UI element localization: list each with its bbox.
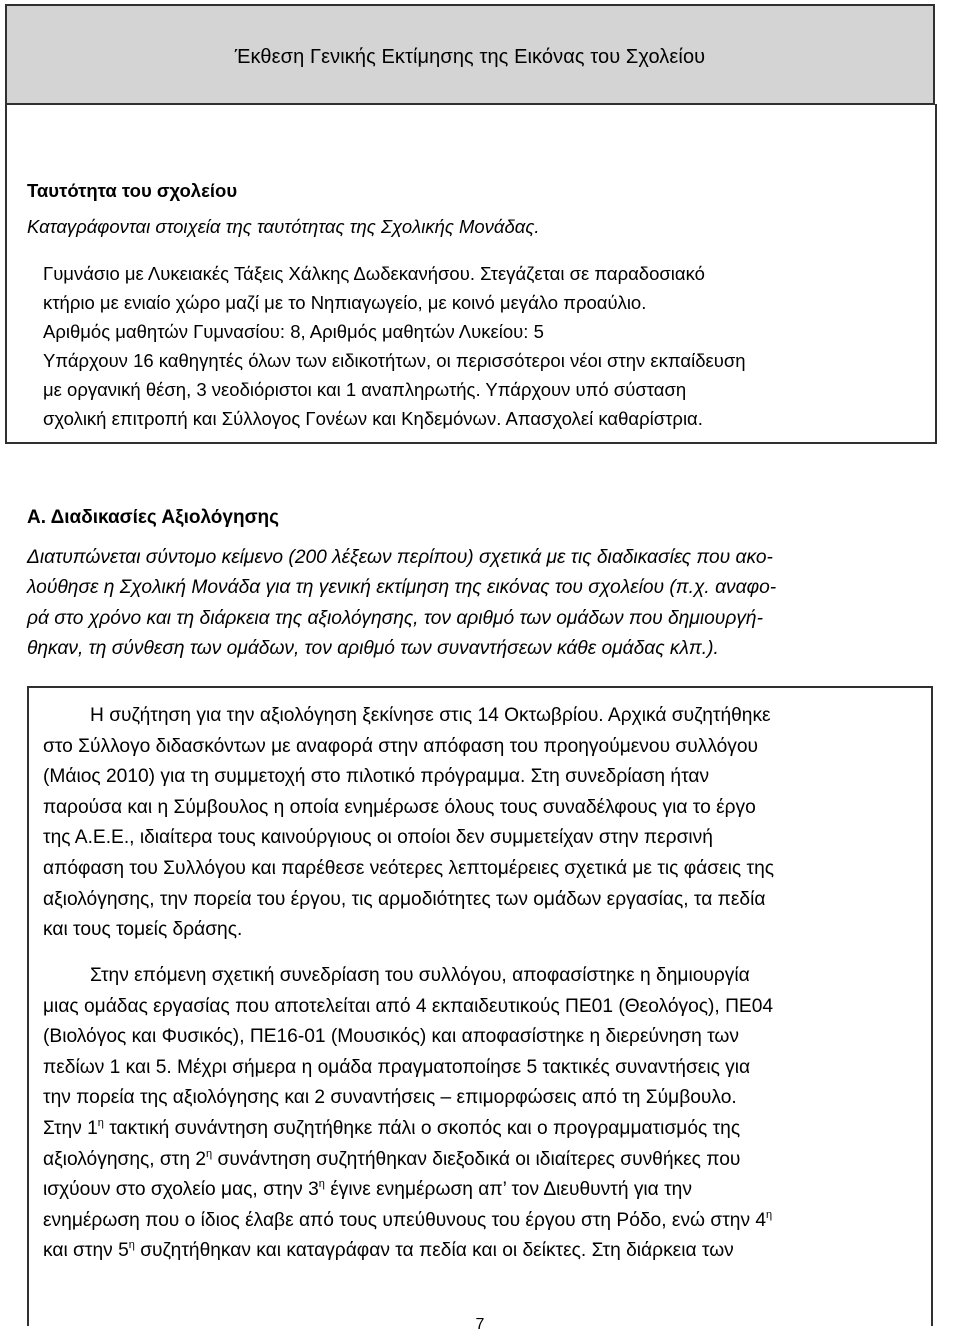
- section-a-heading: Α. Διαδικασίες Αξιολόγησης: [27, 507, 280, 528]
- superscript: η: [318, 1178, 325, 1191]
- identity-line: με οργανική θέση, 3 νεοδιόριστοι και 1 αναπληρωτής. Υπάρχουν υπό σύσταση: [43, 379, 687, 400]
- text-segment: ενημέρωση που ο ίδιος έλαβε από τους υπεύθυνους του έργου στη Ρόδο, ενώ στην 4: [43, 1209, 767, 1231]
- paragraph-line: [43, 1206, 923, 1237]
- body-paragraph-2: [43, 961, 923, 1267]
- text-segment: συνάντηση συζητήθηκαν διεξοδικά οι ιδιαίτερες συνθήκες που: [212, 1148, 741, 1170]
- identity-heading: Ταυτότητα του σχολείου: [27, 180, 238, 201]
- superscript: η: [766, 1208, 773, 1221]
- paragraph-line: [43, 1114, 923, 1145]
- paragraph-line: [43, 1145, 923, 1176]
- body-paragraph-1: [43, 701, 923, 946]
- text-segment: και στην 5: [43, 1240, 129, 1262]
- paragraph-line: μιας ομάδας εργασίας που αποτελείται από 4 εκπαιδευτικούς ΠΕ01 (Θεολόγος), ΠΕ04: [43, 995, 774, 1017]
- paragraph-line: και τους τομείς δράσης.: [43, 919, 243, 941]
- title-box: [5, 4, 935, 105]
- text-segment: έγινε ενημέρωση απ’ τον Διευθυντή για την: [324, 1179, 692, 1201]
- superscript: η: [128, 1239, 135, 1252]
- superscript: η: [97, 1116, 104, 1129]
- instruction-line: θηκαν, τη σύνθεση των ομάδων, τον αριθμό των συναντήσεων κάθε ομάδας κλπ.).: [27, 637, 719, 659]
- instruction-line: ρά στο χρόνο και τη διάρκεια της αξιολόγησης, τον αριθμό των ομάδων που δημιουργή-: [27, 607, 763, 629]
- paragraph-line: αξιολόγησης, την πορεία του έργου, τις αρμοδιότητες των ομάδων εργασίας, τα πεδία: [43, 888, 766, 910]
- paragraph-line: απόφαση του Συλλόγου και παρέθεσε νεότερες λεπτομέρειες σχετικά με τις φάσεις της: [43, 857, 775, 879]
- paragraph-line: [43, 1236, 923, 1267]
- paragraph-line: Η συζήτηση για την αξιολόγηση ξεκίνησε στις 14 Οκτωβρίου. Αρχικά συζητήθηκε: [90, 705, 771, 726]
- paragraph-line: [43, 1175, 923, 1206]
- instruction-line: Διατυπώνεται σύντομο κείμενο (200 λέξεων περίπου) σχετικά με τις διαδικασίες που ακο-: [27, 547, 773, 568]
- identity-text: [43, 259, 928, 433]
- paragraph-line: πεδίων 1 και 5. Μέχρι σήμερα η ομάδα πραγματοποίησε 5 τακτικές συναντήσεις για: [43, 1056, 751, 1078]
- identity-line: σχολική επιτροπή και Σύλλογος Γονέων και Κηδεμόνων. Απασχολεί καθαρίστρια.: [43, 408, 703, 429]
- paragraph-line: της Α.Ε.Ε., ιδιαίτερα τους καινούργιους οι οποίοι δεν συμμετείχαν στην περσινή: [43, 827, 713, 849]
- document-title: Έκθεση Γενικής Εκτίμησης της Εικόνας του Σχολείου: [234, 46, 706, 68]
- identity-subheading: Καταγράφονται στοιχεία της ταυτότητας της Σχολικής Μονάδας.: [27, 216, 540, 237]
- text-segment: Στην 1: [43, 1117, 98, 1139]
- paragraph-line: στο Σύλλογο διδασκόντων με αναφορά στην απόφαση του προηγούμενου συλλόγου: [43, 735, 759, 757]
- paragraph-line: την πορεία της αξιολόγησης και 2 συναντήσεις – επιμορφώσεις από τη Σύμβουλο.: [43, 1087, 737, 1109]
- superscript: η: [206, 1147, 213, 1160]
- text-segment: ισχύουν στο σχολείο μας, στην 3: [43, 1179, 319, 1201]
- section-a-instructions: [27, 543, 947, 664]
- paragraph-line: (Μάιος 2010) για τη συμμετοχή στο πιλοτικό πρόγραμμα. Στη συνεδρίαση ήταν: [43, 766, 710, 788]
- page-number: 7: [475, 1316, 485, 1333]
- identity-line: Υπάρχουν 16 καθηγητές όλων των ειδικοτήτων, οι περισσότεροι νέοι στην εκπαίδευση: [43, 350, 746, 371]
- paragraph-line: (Βιολόγος και Φυσικός), ΠΕ16-01 (Μουσικός) και αποφασίστηκε η διερεύνηση των: [43, 1026, 739, 1048]
- paragraph-line: Στην επόμενη σχετική συνεδρίαση του συλλόγου, αποφασίστηκε η δημιουργία: [90, 965, 750, 986]
- text-segment: συζητήθηκαν και καταγράφαν τα πεδία και οι δείκτες. Στη διάρκεια των: [134, 1240, 734, 1262]
- text-segment: τακτική συνάντηση συζητήθηκε πάλι ο σκοπός και ο προγραμματισμός της: [103, 1117, 741, 1139]
- identity-line: Αριθμός μαθητών Γυμνασίου: 8, Αριθμός μαθητών Λυκείου: 5: [43, 321, 544, 342]
- identity-line: κτήριο με ενιαίο χώρο μαζί με το Νηπιαγωγείο, με κοινό μεγάλο προαύλιο.: [43, 292, 647, 313]
- paragraph-line: παρούσα και η Σύμβουλος η οποία ενημέρωσε όλους τους συναδέλφους για το έργο: [43, 796, 756, 818]
- identity-line: Γυμνάσιο με Λυκειακές Τάξεις Χάλκης Δωδεκανήσου. Στεγάζεται σε παραδοσιακό: [43, 263, 705, 284]
- instruction-line: λούθησε η Σχολική Μονάδα για τη γενική εκτίμηση της εικόνας του σχολείου (π.χ. αναφο-: [27, 577, 777, 599]
- text-segment: αξιολόγησης, στη 2: [43, 1148, 207, 1170]
